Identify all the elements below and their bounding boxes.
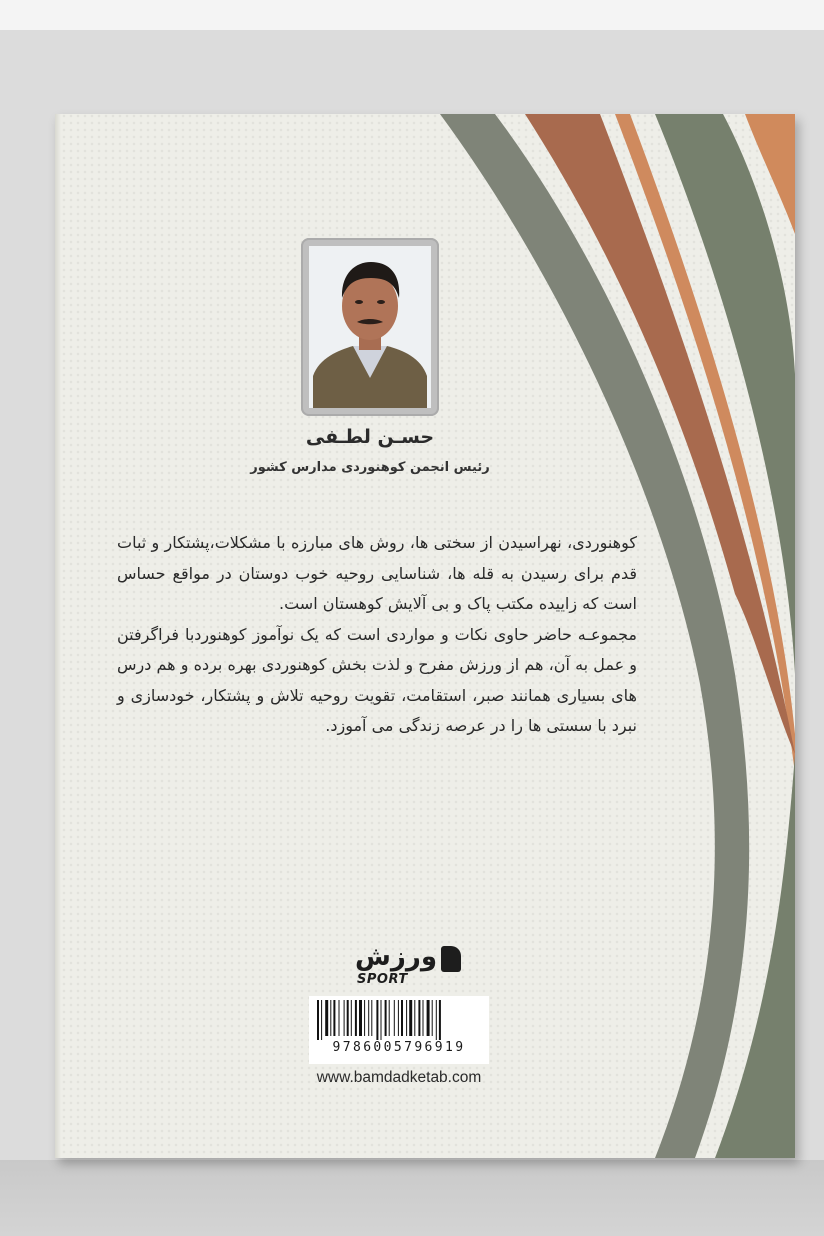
barcode-bar	[398, 1000, 399, 1036]
author-title: رئیس انجمن کوهنوردی مدارس کشور	[250, 460, 490, 475]
barcode-bar	[394, 1000, 395, 1036]
barcode-bar	[376, 1000, 378, 1040]
blurb-text	[117, 528, 637, 742]
publisher-logo	[343, 942, 463, 992]
book-back-cover	[55, 114, 795, 1158]
barcode-bar	[385, 1000, 387, 1036]
barcode-bar	[418, 1000, 420, 1036]
barcode-bar	[344, 1000, 345, 1036]
publisher-logo-text: ورزش	[355, 942, 437, 972]
author-portrait-illustration	[309, 246, 431, 408]
barcode-bar	[359, 1000, 362, 1036]
barcode-bar	[339, 1000, 340, 1036]
blurb-paragraph: مجموعـه حاضر حاوی نکات و مواردی است که یک نوآموز کوهنوردبا فراگرفتن و عمل به آن، هم از ورزش مفرح و لذت بخش کوهنوردی بهره برده و هم درس های بسیاری همانند صبر، استقامت، تقویت روحیه تلاش و پشتکار، خودسازی و نبرد با سستی ها را در عرصه زندگی می آموزد.	[117, 624, 637, 735]
barcode-bar	[381, 1000, 382, 1040]
background-table	[0, 1160, 824, 1236]
author-photo-frame	[301, 238, 439, 416]
barcode-bar	[414, 1000, 415, 1036]
author-portrait	[309, 246, 431, 408]
barcode-bar	[325, 1000, 328, 1036]
book-spine-edge	[55, 114, 61, 1158]
barcode-bar	[364, 1000, 365, 1036]
barcode-icon	[315, 1000, 483, 1040]
barcode-bar	[368, 1000, 369, 1036]
publisher-logo-icon	[441, 946, 461, 972]
barcode-bar	[321, 1000, 322, 1040]
barcode-bar	[330, 1000, 331, 1036]
isbn-number: 9786005796919	[332, 1040, 466, 1055]
publisher-website: www.bamdadketab.com	[316, 1069, 482, 1086]
barcode-bar	[355, 1000, 357, 1036]
barcode-bar	[389, 1000, 390, 1036]
barcode-bar	[427, 1000, 430, 1036]
barcode-bar	[401, 1000, 403, 1036]
barcode-bar	[317, 1000, 319, 1040]
barcode-bar	[333, 1000, 335, 1036]
barcode	[309, 996, 489, 1064]
barcode-bar	[423, 1000, 424, 1036]
barcode-bar	[371, 1000, 372, 1036]
barcode-bar	[347, 1000, 349, 1036]
publisher-logo-sub: SPORT	[357, 972, 408, 987]
barcode-bar	[351, 1000, 352, 1036]
background-wall	[0, 0, 824, 30]
barcode-bar	[439, 1000, 441, 1040]
barcode-bar	[406, 1000, 407, 1036]
barcode-bar	[436, 1000, 437, 1040]
author-name: حسـن لطـفی	[305, 426, 435, 448]
blurb-paragraph: کوهنوردی، نهراسیدن از سختی ها، روش های مبارزه با مشکلات،پشتکار و ثبات قدم برای رسیدن به قله ها، شناسایی روحیه خوب دوستان در مواقع حساس است که زاییده مکتب پاک و بی آلایش کوهستان است.	[117, 533, 637, 613]
barcode-bar	[432, 1000, 433, 1036]
barcode-bar	[409, 1000, 412, 1036]
